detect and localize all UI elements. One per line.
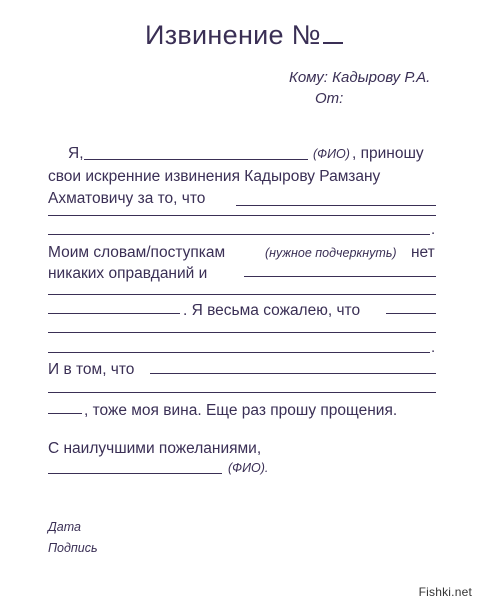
- p1-line1-start: Я,: [68, 145, 84, 162]
- p1-line3: Ахматовичу за то, что: [48, 190, 206, 207]
- sender-line: От:: [315, 90, 344, 107]
- p3-blank-line3: [48, 413, 82, 414]
- p2-note: (нужное подчеркнуть): [265, 246, 397, 260]
- p2-blank-line4: [48, 313, 180, 314]
- closing-line: С наилучшими пожеланиями,: [48, 440, 262, 457]
- p1-fio-label: (ФИО): [313, 147, 350, 161]
- title-number-blank: [323, 24, 343, 44]
- p2-line2: никаких оправданий и: [48, 265, 208, 282]
- p2-line4-text: . Я весьма сожалею, что: [183, 302, 361, 319]
- p3-line1: И в том, что: [48, 361, 135, 378]
- watermark-box: [406, 582, 478, 604]
- date-label: Дата: [48, 520, 81, 534]
- p2-blank-line4-end: [386, 313, 436, 314]
- addressee-line: Кому: Кадырову Р.А.: [289, 69, 431, 86]
- p2-blank-line3: [48, 294, 436, 295]
- closing-fio-blank: [48, 473, 222, 474]
- p2-blank-line6: [48, 352, 430, 353]
- p1-blank-line5: [48, 234, 430, 235]
- p2-line1-start: Моим словам/поступкам: [48, 244, 226, 261]
- signature-label: Подпись: [48, 541, 98, 555]
- form-title: [145, 22, 343, 49]
- p2-blank-line2: [244, 276, 436, 277]
- p3-blank-line2: [48, 392, 436, 393]
- p2-line1-end: нет: [411, 244, 435, 261]
- p1-blank-line4: [48, 215, 436, 216]
- p3-blank-line1: [150, 373, 436, 374]
- closing-fio-label: (ФИО).: [228, 461, 269, 475]
- form-title-text: Извинение №: [145, 20, 321, 50]
- watermark-text: Fishki.net: [418, 585, 472, 599]
- p1-line2: свои искренние извинения Кадырову Рамзану: [48, 168, 381, 185]
- p2-end-dot: .: [431, 339, 436, 356]
- p2-blank-line5: [48, 332, 436, 333]
- p3-line3-text: , тоже моя вина. Еще раз прошу прощения.: [84, 402, 398, 419]
- p1-line1-end: , приношу: [352, 145, 424, 162]
- p1-end-dot: .: [431, 221, 436, 238]
- fio-blank-1: [84, 159, 308, 160]
- p1-blank-line3: [236, 205, 436, 206]
